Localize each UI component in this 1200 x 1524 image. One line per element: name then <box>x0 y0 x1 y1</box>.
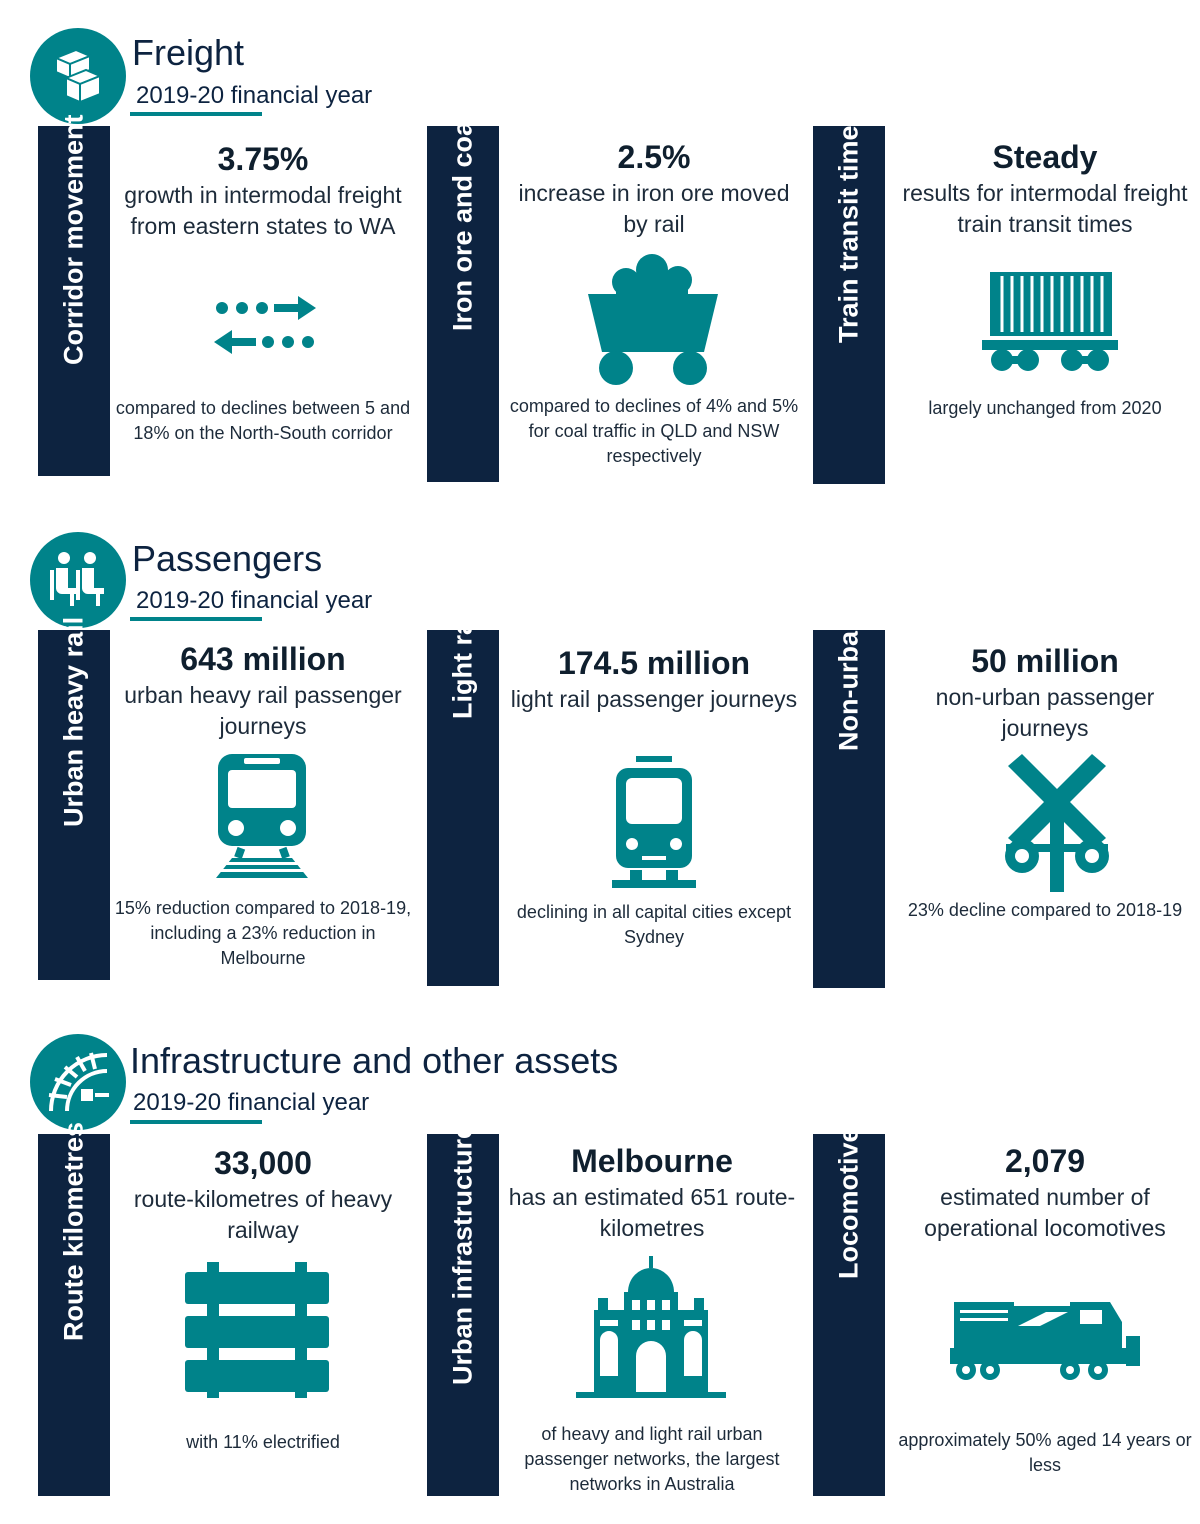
category-label: Locomotives <box>833 1112 864 1279</box>
category-label: Train transit times <box>833 110 864 343</box>
stat-note: compared to declines of 4% and 5% for coal traffic in QLD and NSW respectively <box>509 396 799 466</box>
stat-card <box>113 1144 413 1246</box>
stat-description: non-urban passenger journeys <box>935 684 1155 741</box>
stat-value: 174.5 million <box>557 645 751 681</box>
category-bar <box>427 1123 499 1496</box>
stat-note: approximately 50% aged 14 years or less <box>898 1430 1192 1475</box>
category-label: Light rail <box>447 605 478 719</box>
category-label: Route kilometres <box>58 1121 89 1341</box>
station-building-icon <box>576 1256 726 1400</box>
stat-value: 3.75% <box>217 141 309 177</box>
stat-note: compared to declines between 5 and 18% on the North-South corridor <box>115 398 411 443</box>
locomotive-icon <box>950 1296 1146 1386</box>
stat-note: with 11% electrified <box>186 1432 340 1452</box>
stat-value: Steady <box>992 139 1098 175</box>
stat-card <box>502 1142 802 1244</box>
stat-note: declining in all capital cities except Sydney <box>516 902 792 947</box>
category-bar <box>813 1112 885 1496</box>
section-underline <box>130 1120 262 1124</box>
stat-value: Melbourne <box>571 1143 733 1179</box>
section-title: Passengers <box>132 538 323 579</box>
stat-note: 15% reduction compared to 2018-19, including a 23% reduction in Melbourne <box>114 898 412 968</box>
stat-description: increase in iron ore moved by rail <box>518 180 790 237</box>
stat-description: growth in intermodal freight from eastern states to WA <box>124 182 402 239</box>
stat-value: 33,000 <box>214 1145 312 1181</box>
category-label: Urban infrastructure <box>447 1123 478 1385</box>
stat-description: light rail passenger journeys <box>510 686 798 712</box>
stat-value: 2.5% <box>617 139 691 175</box>
stat-value: 50 million <box>971 643 1119 679</box>
stat-value: 643 million <box>180 641 346 677</box>
curved-track-icon <box>30 1034 126 1130</box>
stat-card <box>895 1142 1195 1244</box>
category-label: Urban heavy rail <box>58 616 89 827</box>
stat-note: of heavy and light rail urban passenger networks, the largest networks in Australia <box>524 1424 780 1494</box>
section-subtitle: 2019-20 financial year <box>136 587 373 614</box>
category-bar <box>38 1121 110 1496</box>
category-label: Corridor movement <box>58 114 89 365</box>
stat-description: route-kilometres of heavy railway <box>133 1186 393 1243</box>
section-title: Freight <box>132 32 245 73</box>
stat-description: estimated number of operational locomotives <box>924 1184 1166 1241</box>
stat-description: urban heavy rail passenger journeys <box>124 682 402 739</box>
category-label: Non-urban <box>833 614 864 751</box>
stat-description: has an estimated 651 route-kilometres <box>508 1184 796 1241</box>
stat-value: 2,079 <box>1004 1143 1086 1179</box>
stat-note: 23% decline compared to 2018-19 <box>907 900 1183 920</box>
category-label: Iron ore and coal <box>447 113 478 331</box>
section-subtitle: 2019-20 financial year <box>136 82 373 109</box>
stat-note: largely unchanged from 2020 <box>928 398 1162 418</box>
section-title: Infrastructure and other assets <box>130 1040 619 1081</box>
track-sleepers-icon <box>185 1262 329 1398</box>
section-subtitle: 2019-20 financial year <box>133 1089 370 1116</box>
stat-description: results for intermodal freight train transit times <box>902 180 1188 237</box>
